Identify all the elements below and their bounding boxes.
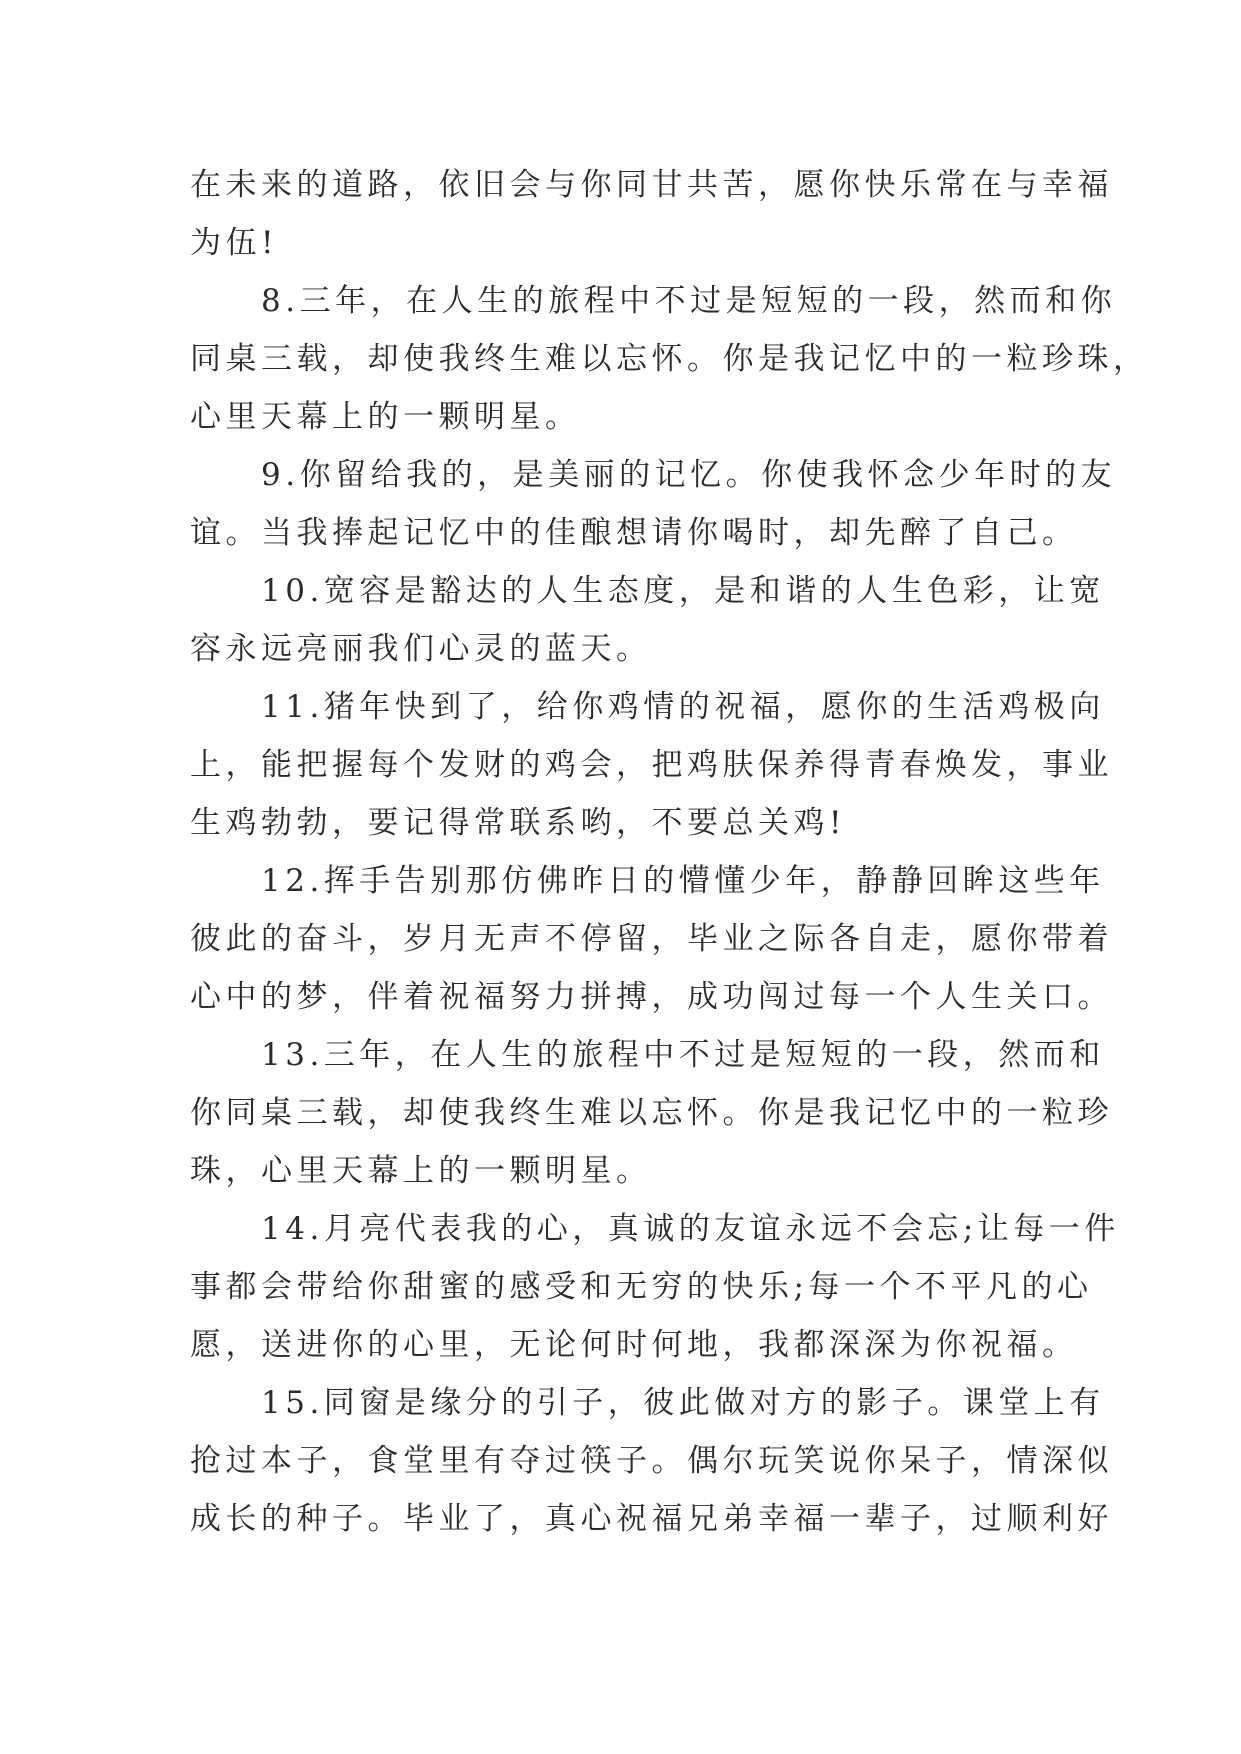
text-line: 11.猪年快到了，给你鸡情的祝福，愿你的生活鸡极向 <box>190 689 1105 725</box>
text-line: 心中的梦，伴着祝福努力拼搏，成功闯过每一个人生关口。 <box>190 979 1113 1015</box>
paragraph-item-8 <box>190 272 1149 446</box>
text-line: 10.宽容是豁达的人生态度，是和谐的人生色彩，让宽 <box>190 573 1105 609</box>
body-text <box>190 156 1149 1548</box>
text-line: 事都会带给你甜蜜的感受和无穷的快乐;每一个不平凡的心 <box>190 1269 1093 1305</box>
text-line: 愿，送进你的心里，无论何时何地，我都深深为你祝福。 <box>190 1327 1078 1363</box>
text-line: 9.你留给我的，是美丽的记忆。你使我怀念少年时的友 <box>190 457 1117 493</box>
text-line: 上，能把握每个发财的鸡会，把鸡肤保养得青春焕发，事业 <box>190 747 1113 783</box>
paragraph-item-12 <box>190 852 1113 1026</box>
text-line: 在未来的道路，依旧会与你同甘共苦，愿你快乐常在与幸福 <box>190 167 1113 203</box>
text-line: 同桌三载，却使我终生难以忘怀。你是我记忆中的一粒珍珠， <box>190 341 1149 377</box>
paragraph-item-13 <box>190 1026 1113 1200</box>
text-line: 12.挥手告别那仿佛昨日的懵懂少年，静静回眸这些年 <box>190 863 1105 899</box>
paragraph-item-14 <box>190 1200 1120 1374</box>
text-line: 14.月亮代表我的心，真诚的友谊永远不会忘;让每一件 <box>190 1211 1120 1247</box>
text-line: 抢过本子，食堂里有夺过筷子。偶尔玩笑说你呆子，情深似 <box>190 1443 1113 1479</box>
text-line: 容永远亮丽我们心灵的蓝天。 <box>190 631 652 667</box>
text-line: 你同桌三载，却使我终生难以忘怀。你是我记忆中的一粒珍 <box>190 1095 1113 1131</box>
text-line: 为伍! <box>190 225 278 261</box>
paragraph-item-10 <box>190 562 1105 678</box>
paragraph-continued <box>190 156 1113 272</box>
text-line: 8.三年，在人生的旅程中不过是短短的一段，然而和你 <box>190 283 1117 319</box>
paragraph-item-9 <box>190 446 1117 562</box>
text-line: 心里天幕上的一颗明星。 <box>190 399 581 435</box>
text-line: 生鸡勃勃，要记得常联系哟，不要总关鸡! <box>190 805 846 841</box>
text-line: 15.同窗是缘分的引子，彼此做对方的影子。课堂上有 <box>190 1385 1105 1421</box>
paragraph-item-11 <box>190 678 1113 852</box>
text-line: 成长的种子。毕业了，真心祝福兄弟幸福一辈子，过顺利好 <box>190 1501 1113 1537</box>
paragraph-item-15 <box>190 1374 1113 1548</box>
text-line: 13.三年，在人生的旅程中不过是短短的一段，然而和 <box>190 1037 1105 1073</box>
text-line: 珠，心里天幕上的一颗明星。 <box>190 1153 652 1189</box>
text-line: 谊。当我捧起记忆中的佳酿想请你喝时，却先醉了自己。 <box>190 515 1078 551</box>
text-line: 彼此的奋斗，岁月无声不停留，毕业之际各自走，愿你带着 <box>190 921 1113 957</box>
